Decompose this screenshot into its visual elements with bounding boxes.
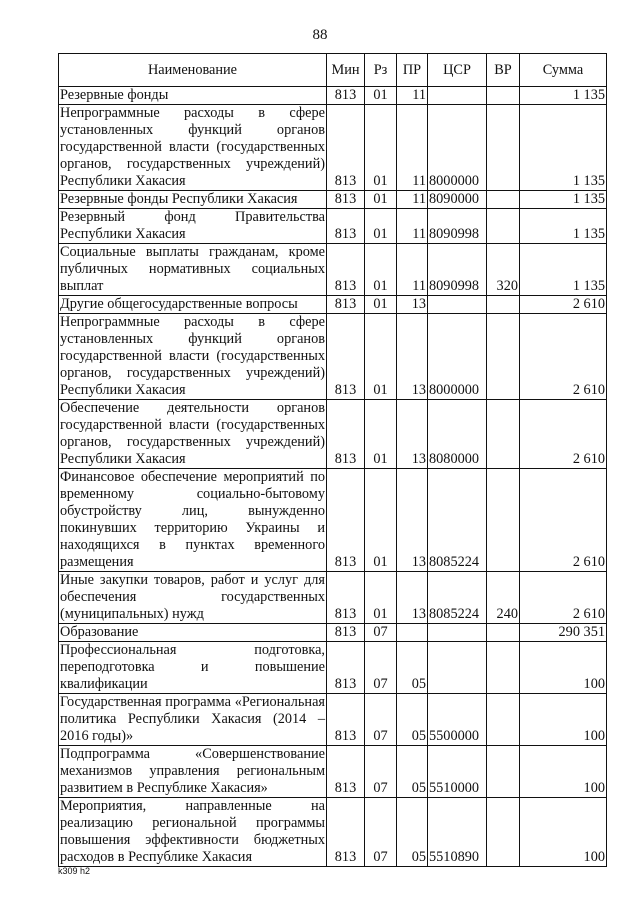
cell-rz: 01 bbox=[365, 469, 397, 572]
table-row bbox=[59, 244, 607, 296]
cell-csr: 8080000 bbox=[428, 400, 487, 469]
cell-min: 813 bbox=[327, 191, 365, 209]
row-name-text: Непрограммные расходы в сфере установленных функций органов государственной власти (государственных органов, государственных учреждений) Республики Хакасия bbox=[60, 105, 325, 189]
row-name-text: Другие общегосударственные вопросы bbox=[60, 296, 298, 312]
cell-sum: 2 610 bbox=[520, 469, 607, 572]
cell-sum: 290 351 bbox=[520, 624, 607, 642]
cell-name bbox=[59, 400, 327, 469]
cell-vr bbox=[487, 798, 520, 867]
cell-name bbox=[59, 244, 327, 296]
cell-csr bbox=[428, 642, 487, 694]
cell-csr: 8085224 bbox=[428, 572, 487, 624]
cell-min: 813 bbox=[327, 798, 365, 867]
row-name-text: Подпрограмма «Совершенствование механизмов управления региональным развитием в Республике Хакасия» bbox=[60, 746, 325, 796]
cell-name bbox=[59, 191, 327, 209]
cell-vr bbox=[487, 694, 520, 746]
cell-pr: 05 bbox=[397, 642, 428, 694]
cell-name bbox=[59, 296, 327, 314]
cell-name bbox=[59, 314, 327, 400]
cell-pr: 05 bbox=[397, 694, 428, 746]
cell-vr bbox=[487, 105, 520, 191]
cell-name bbox=[59, 572, 327, 624]
cell-min: 813 bbox=[327, 296, 365, 314]
cell-name bbox=[59, 798, 327, 867]
cell-min: 813 bbox=[327, 244, 365, 296]
cell-pr: 11 bbox=[397, 191, 428, 209]
cell-vr bbox=[487, 314, 520, 400]
cell-pr: 13 bbox=[397, 400, 428, 469]
cell-rz: 01 bbox=[365, 209, 397, 244]
cell-csr bbox=[428, 87, 487, 105]
row-name-text: Образование bbox=[60, 624, 139, 640]
cell-rz: 01 bbox=[365, 400, 397, 469]
table-row bbox=[59, 694, 607, 746]
cell-rz: 01 bbox=[365, 105, 397, 191]
cell-pr: 11 bbox=[397, 209, 428, 244]
cell-name bbox=[59, 746, 327, 798]
cell-pr: 13 bbox=[397, 469, 428, 572]
row-name-text: Непрограммные расходы в сфере установленных функций органов государственной власти (государственных органов, государственных учреждений) Республики Хакасия bbox=[60, 314, 325, 398]
cell-vr: 240 bbox=[487, 572, 520, 624]
cell-min: 813 bbox=[327, 694, 365, 746]
row-name-text: Мероприятия, направленные на реализацию региональной программы повышения эффективности бюджетных расходов в Республике Хакасия bbox=[60, 798, 325, 865]
header-min: Мин bbox=[327, 54, 365, 87]
table-row bbox=[59, 572, 607, 624]
row-name-text: Обеспечение деятельности органов государственной власти (государственных органов, государственных учреждений) Республики Хакасия bbox=[60, 400, 325, 467]
cell-vr bbox=[487, 642, 520, 694]
header-csr: ЦСР bbox=[428, 54, 487, 87]
cell-min: 813 bbox=[327, 105, 365, 191]
table-row bbox=[59, 296, 607, 314]
cell-csr bbox=[428, 624, 487, 642]
header-sum: Сумма bbox=[520, 54, 607, 87]
cell-sum: 1 135 bbox=[520, 209, 607, 244]
cell-pr: 11 bbox=[397, 87, 428, 105]
cell-sum: 2 610 bbox=[520, 296, 607, 314]
table-row bbox=[59, 798, 607, 867]
cell-min: 813 bbox=[327, 572, 365, 624]
row-name-text: Профессиональная подготовка, переподготовка и повышение квалификации bbox=[60, 642, 325, 692]
table-row bbox=[59, 209, 607, 244]
cell-csr: 8090998 bbox=[428, 209, 487, 244]
cell-name bbox=[59, 694, 327, 746]
cell-sum: 2 610 bbox=[520, 314, 607, 400]
cell-min: 813 bbox=[327, 746, 365, 798]
cell-sum: 100 bbox=[520, 798, 607, 867]
cell-pr: 11 bbox=[397, 244, 428, 296]
cell-rz: 01 bbox=[365, 572, 397, 624]
cell-vr bbox=[487, 191, 520, 209]
cell-pr: 11 bbox=[397, 105, 428, 191]
header-vr: ВР bbox=[487, 54, 520, 87]
cell-sum: 100 bbox=[520, 642, 607, 694]
table-row bbox=[59, 642, 607, 694]
table-body bbox=[59, 87, 607, 867]
cell-csr bbox=[428, 296, 487, 314]
cell-min: 813 bbox=[327, 624, 365, 642]
page-number: 88 bbox=[312, 27, 328, 43]
table-row bbox=[59, 746, 607, 798]
cell-rz: 01 bbox=[365, 296, 397, 314]
cell-csr: 5500000 bbox=[428, 694, 487, 746]
table-row bbox=[59, 191, 607, 209]
table-row bbox=[59, 624, 607, 642]
cell-sum: 100 bbox=[520, 694, 607, 746]
cell-name bbox=[59, 642, 327, 694]
header-rz: Рз bbox=[365, 54, 397, 87]
cell-vr bbox=[487, 87, 520, 105]
cell-min: 813 bbox=[327, 87, 365, 105]
cell-pr: 13 bbox=[397, 314, 428, 400]
cell-vr bbox=[487, 400, 520, 469]
row-name-text: Резервные фонды Республики Хакасия bbox=[60, 191, 298, 207]
row-name-text: Резервные фонды bbox=[60, 87, 169, 103]
cell-csr: 8085224 bbox=[428, 469, 487, 572]
cell-vr: 320 bbox=[487, 244, 520, 296]
budget-table bbox=[58, 53, 607, 867]
cell-sum: 1 135 bbox=[520, 191, 607, 209]
table-header-row bbox=[59, 54, 607, 87]
cell-rz: 01 bbox=[365, 244, 397, 296]
cell-sum: 2 610 bbox=[520, 400, 607, 469]
cell-pr: 13 bbox=[397, 572, 428, 624]
cell-min: 813 bbox=[327, 400, 365, 469]
cell-csr: 8000000 bbox=[428, 314, 487, 400]
cell-rz: 07 bbox=[365, 642, 397, 694]
cell-min: 813 bbox=[327, 642, 365, 694]
cell-sum: 1 135 bbox=[520, 87, 607, 105]
cell-rz: 07 bbox=[365, 694, 397, 746]
cell-csr: 8000000 bbox=[428, 105, 487, 191]
cell-rz: 07 bbox=[365, 798, 397, 867]
row-name-text: Социальные выплаты гражданам, кроме публичных нормативных социальных выплат bbox=[60, 244, 325, 294]
cell-csr: 8090998 bbox=[428, 244, 487, 296]
cell-vr bbox=[487, 469, 520, 572]
cell-pr: 05 bbox=[397, 746, 428, 798]
cell-rz: 01 bbox=[365, 191, 397, 209]
cell-csr: 5510890 bbox=[428, 798, 487, 867]
cell-name bbox=[59, 469, 327, 572]
table-row bbox=[59, 400, 607, 469]
cell-sum: 1 135 bbox=[520, 244, 607, 296]
cell-pr bbox=[397, 624, 428, 642]
cell-rz: 01 bbox=[365, 87, 397, 105]
cell-csr: 8090000 bbox=[428, 191, 487, 209]
cell-min: 813 bbox=[327, 209, 365, 244]
header-name: Наименование bbox=[59, 54, 327, 87]
table-row bbox=[59, 105, 607, 191]
cell-sum: 1 135 bbox=[520, 105, 607, 191]
cell-sum: 100 bbox=[520, 746, 607, 798]
row-name-text: Резервный фонд Правительства Республики Хакасия bbox=[60, 209, 325, 242]
cell-min: 813 bbox=[327, 469, 365, 572]
cell-rz: 07 bbox=[365, 624, 397, 642]
cell-csr: 5510000 bbox=[428, 746, 487, 798]
table-row bbox=[59, 87, 607, 105]
cell-pr: 13 bbox=[397, 296, 428, 314]
cell-vr bbox=[487, 296, 520, 314]
row-name-text: Финансовое обеспечение мероприятий по временному социально-бытовому обустройству лиц, вынужденно покинувших территорию Украины и находящихся в пунктах временного размещения bbox=[60, 469, 325, 570]
cell-min: 813 bbox=[327, 314, 365, 400]
table-row bbox=[59, 314, 607, 400]
footer-code: k309 h2 bbox=[58, 866, 91, 876]
cell-name bbox=[59, 105, 327, 191]
cell-name bbox=[59, 87, 327, 105]
row-name-text: Иные закупки товаров, работ и услуг для обеспечения государственных (муниципальных) нужд bbox=[60, 572, 325, 622]
cell-vr bbox=[487, 209, 520, 244]
cell-vr bbox=[487, 746, 520, 798]
cell-name bbox=[59, 209, 327, 244]
row-name-text: Государственная программа «Региональная политика Республики Хакасия (2014 – 2016 годы)» bbox=[60, 694, 325, 744]
header-pr: ПР bbox=[397, 54, 428, 87]
cell-rz: 01 bbox=[365, 314, 397, 400]
cell-rz: 07 bbox=[365, 746, 397, 798]
cell-pr: 05 bbox=[397, 798, 428, 867]
cell-vr bbox=[487, 624, 520, 642]
cell-name bbox=[59, 624, 327, 642]
table-row bbox=[59, 469, 607, 572]
cell-sum: 2 610 bbox=[520, 572, 607, 624]
